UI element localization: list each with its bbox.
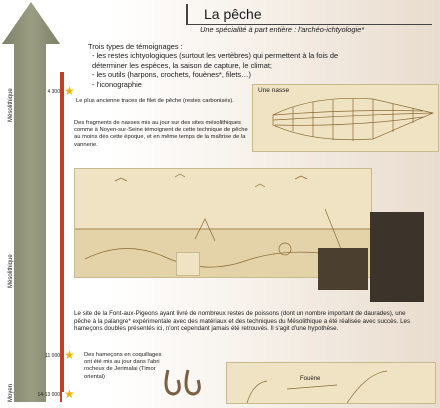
intro-line: - l'iconographie [92, 79, 142, 89]
timeline-bar [60, 72, 64, 392]
page-subtitle: Une spécialité à part entière : l'archéo-ichtyologie* [200, 25, 365, 34]
star-icon: ★ [64, 84, 75, 98]
intro-text [88, 42, 348, 89]
date-label: 14-13 000 [37, 392, 60, 398]
period-label: Mésolithique [8, 88, 14, 122]
period-label: Mésolithique [8, 254, 14, 288]
hooks-text: Des hameçons en coquillages ont été mis au jour dans l'abri rocheux de Jerimalai (Timor oriental) [84, 352, 162, 380]
detail-inset [176, 252, 200, 276]
fouene-illustration [226, 362, 436, 404]
date-label: 4 300 [47, 89, 60, 95]
timeline-arrow [0, 0, 62, 402]
date-label: 11 000 [45, 353, 60, 359]
star-icon: ★ [64, 348, 75, 362]
font-aux-pigeons-text: Le site de la Font-aux-Pigeons ayant livré de nombreux restes de poissons (dont un nombre important de daurades), une pêche à la palangre* expérimentale avec des matériaux et des techniques du Mésolithique a été réalisée avec succès. Les hameçons doubles présentés ici, n'ont cependant jamais été retrouvés. Il s'agit d'une hypothèse. [74, 310, 411, 333]
page-title: La pêche [204, 6, 262, 22]
fouene-label: Fouène [300, 376, 321, 382]
period-label: Moyen [8, 383, 14, 402]
net-detail-inset [370, 212, 424, 302]
nasse-label: Une nasse [258, 87, 290, 94]
intro-line: Trois types de témoignages : [88, 42, 183, 51]
title-divider [186, 4, 188, 24]
hooks-illustration [140, 364, 210, 400]
intro-line: - les outils (harpons, crochets, fouènes*, filets…) [92, 70, 251, 80]
net-caption: Le plus ancienne traces de filet de pêche (restes carbonisés). [76, 98, 234, 104]
intro-line: - les restes ichtyologiques (surtout les vertèbres) qui permettent à la fois de déterminer les espèces, la saison de capture, le climat; [92, 51, 339, 70]
fish-inset [318, 248, 368, 290]
star-icon: ★ [64, 387, 75, 401]
nasse-text: Des fragments de nasses mis au jour sur des sites mésolithiques comme à Noyen-sur-Seine témoignent de cette technique de pêche au moins dès cette époque, et en même temps de la maîtrise de la vannerie. [74, 120, 248, 148]
